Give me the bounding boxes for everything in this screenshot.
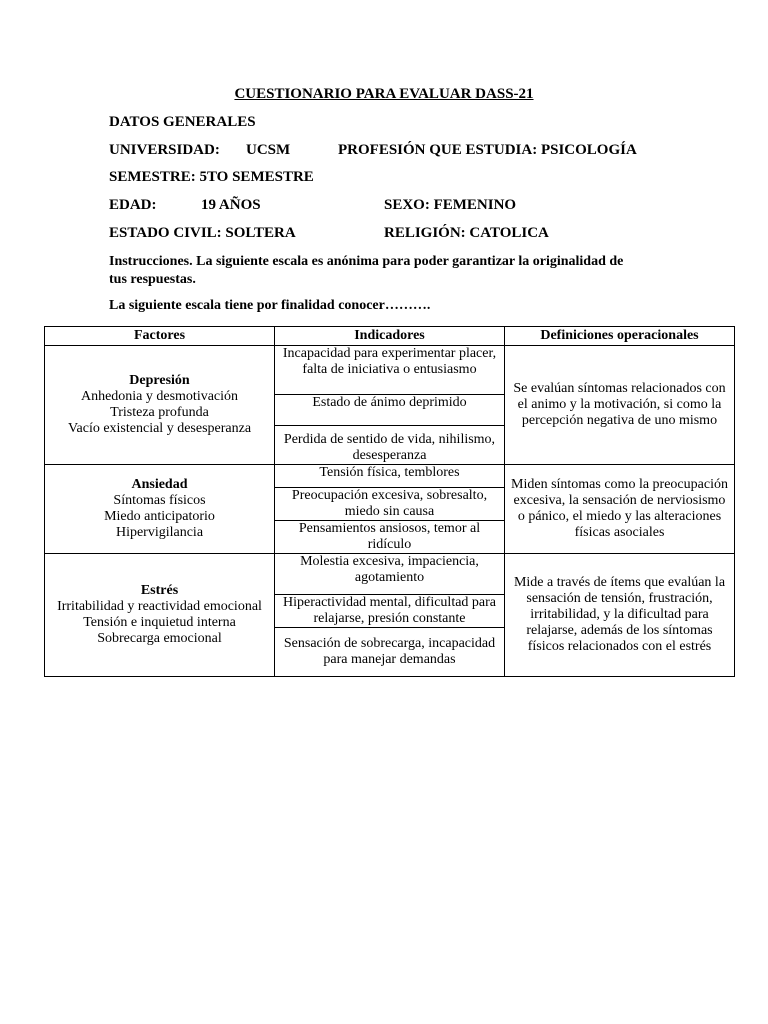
factor-item: Anhedonia y desmotivación: [80, 389, 239, 404]
universidad-label: UNIVERSIDAD:: [109, 142, 220, 158]
factor-item: Vacío existencial y desesperanza: [67, 421, 252, 436]
header-factores: Factores: [45, 327, 275, 346]
factor-name: Depresión: [129, 373, 190, 388]
header-definiciones: Definiciones operacionales: [505, 327, 735, 346]
indicator-cell: Incapacidad para experimentar placer, falta de iniciativa o entusiasmo: [275, 346, 505, 395]
indicator-cell: Molestia excesiva, impaciencia, agotamiento: [275, 554, 505, 595]
indicator-cell: Sensación de sobrecarga, incapacidad para manejar demandas: [275, 628, 505, 677]
edad-value: 19 AÑOS: [201, 197, 261, 213]
indicator-cell: Perdida de sentido de vida, nihilismo, desesperanza: [275, 426, 505, 465]
table-row: [45, 554, 735, 595]
indicator-cell: Tensión física, temblores: [275, 465, 505, 488]
factor-item: Irritabilidad y reactividad emocional: [57, 599, 262, 614]
indicator-cell: Estado de ánimo deprimido: [275, 395, 505, 426]
indicator-cell: Pensamientos ansiosos, temor al ridículo: [275, 521, 505, 554]
section-heading: DATOS GENERALES: [109, 114, 256, 130]
dass-table: [44, 326, 735, 677]
profesion-field: PROFESIÓN QUE ESTUDIA: PSICOLOGÍA: [338, 142, 637, 158]
sexo-field: SEXO: FEMENINO: [384, 197, 517, 213]
indicator-cell: Hiperactividad mental, dificultad para relajarse, presión constante: [275, 595, 505, 628]
factor-name: Estrés: [140, 583, 179, 598]
factor-item: Tensión e inquietud interna: [83, 615, 236, 630]
table-header-row: [45, 327, 735, 346]
definition-cell: Miden síntomas como la preocupación excesiva, la sensación de nerviosismo o pánico, el miedo y las alteraciones físicas asociales: [505, 465, 735, 554]
page-title: CUESTIONARIO PARA EVALUAR DASS-21: [234, 86, 534, 102]
semestre-field: SEMESTRE: 5TO SEMESTRE: [109, 169, 314, 185]
table-row: [45, 465, 735, 488]
religion-field: RELIGIÓN: CATOLICA: [384, 225, 549, 241]
estado-civil-field: ESTADO CIVIL: SOLTERA: [109, 225, 296, 241]
definition-cell: Mide a través de ítems que evalúan la sensación de tensión, frustración, irritabilidad, y la dificultad para relajarse, además de los síntomas físicos relacionados con el estrés: [505, 554, 735, 677]
factor-item: Hipervigilancia: [115, 525, 204, 540]
factor-item: Tristeza profunda: [110, 405, 209, 420]
universidad-value: UCSM: [246, 142, 291, 158]
instructions-text: Instrucciones. La siguiente escala es anónima para poder garantizar la originalidad de tus respuestas.: [109, 254, 624, 287]
table-row: [45, 346, 735, 395]
indicator-cell: Preocupación excesiva, sobresalto, miedo sin causa: [275, 488, 505, 521]
header-indicadores: Indicadores: [275, 327, 505, 346]
intro-text: La siguiente escala tiene por finalidad conocer……….: [109, 298, 431, 313]
factor-item: Sobrecarga emocional: [97, 631, 222, 646]
factor-cell: [45, 346, 275, 465]
factor-name: Ansiedad: [131, 477, 188, 492]
factor-cell: [45, 554, 275, 677]
factor-item: Síntomas físicos: [113, 493, 206, 508]
factor-cell: [45, 465, 275, 554]
factor-item: Miedo anticipatorio: [104, 509, 215, 524]
definition-cell: Se evalúan síntomas relacionados con el animo y la motivación, si como la percepción negativa de uno mismo: [505, 346, 735, 465]
edad-label: EDAD:: [109, 197, 157, 213]
